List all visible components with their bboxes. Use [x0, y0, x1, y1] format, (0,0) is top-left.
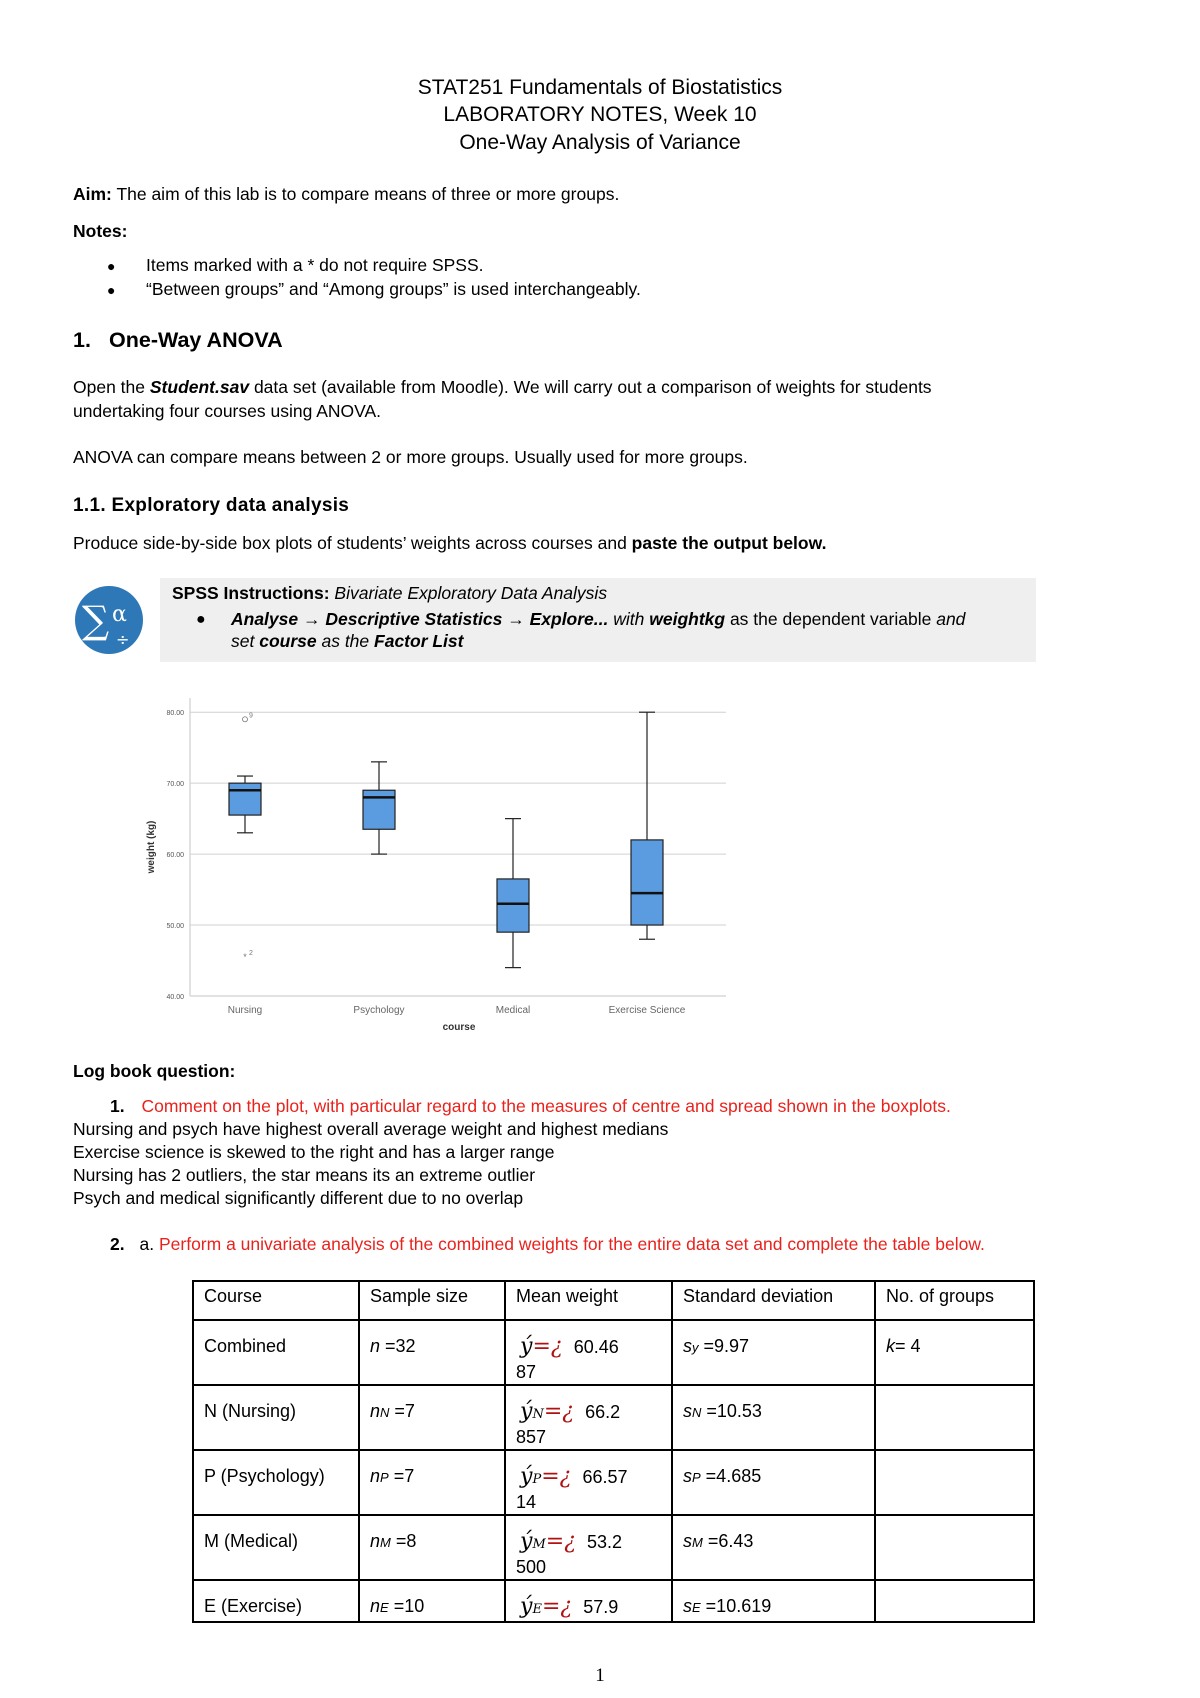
- table-header-cell: No. of groups: [875, 1281, 1034, 1320]
- table-row: [193, 1320, 1034, 1385]
- n-value: =7: [389, 1401, 415, 1421]
- variable-name: course: [259, 631, 317, 651]
- x-tick-label: Medical: [495, 1005, 531, 1016]
- groups-cell: [875, 1515, 1034, 1580]
- mean-value-continued: 857: [516, 1427, 547, 1447]
- sd-subscript: N: [692, 1405, 702, 1420]
- sd-cell: [672, 1320, 875, 1385]
- mean-glyph: ¿: [562, 1399, 575, 1424]
- mean-equals: =: [543, 1399, 563, 1424]
- box-medical: [497, 879, 529, 932]
- mean-letter: ý: [520, 1594, 533, 1619]
- spss-step-line: [231, 631, 463, 652]
- sd-symbol: s: [683, 1531, 692, 1551]
- aim-label: Aim:: [73, 184, 112, 204]
- box-nursing: [229, 783, 261, 815]
- lab-notes-title: LABORATORY NOTES, Week 10: [443, 103, 757, 126]
- sd-cell: [672, 1385, 875, 1450]
- mean-cell: [505, 1580, 672, 1622]
- table-header-cell: Mean weight: [505, 1281, 672, 1320]
- aim-line: [73, 184, 619, 205]
- n-value: =32: [380, 1336, 416, 1356]
- answer-line: Nursing has 2 outliers, the star means its an extreme outlier: [73, 1165, 536, 1185]
- outlier-label: 9: [249, 712, 253, 720]
- answer-line: Psych and medical significantly different due to no overlap: [73, 1188, 524, 1208]
- n-symbol: n: [370, 1531, 381, 1551]
- answer-line: Exercise science is skewed to the right and has a larger range: [73, 1142, 555, 1162]
- x-tick-label: Exercise Science: [608, 1005, 686, 1016]
- sd-symbol: s: [683, 1596, 692, 1616]
- text-fragment: with: [608, 609, 650, 629]
- question-line: [110, 1096, 951, 1117]
- question-text: Comment on the plot, with particular regard to the measures of centre and spread shown in the boxplots.: [141, 1096, 951, 1116]
- y-tick-label: 60.00: [166, 852, 184, 860]
- sample-size-cell: [359, 1385, 505, 1450]
- n-symbol: n: [370, 1466, 381, 1486]
- mean-value: 66.57: [582, 1467, 628, 1487]
- n-subscript: N: [380, 1405, 390, 1420]
- sd-subscript: E: [692, 1600, 701, 1615]
- sd-subscript: y: [692, 1340, 699, 1355]
- mean-value-continued: 500: [516, 1557, 547, 1577]
- outlier-label: 2: [249, 949, 253, 957]
- aim-text: The aim of this lab is to compare means of three or more groups.: [116, 184, 620, 204]
- sd-cell: [672, 1515, 875, 1580]
- k-value: = 4: [895, 1336, 921, 1356]
- mean-symbol: [520, 1464, 571, 1489]
- variable-name: weightkg: [649, 609, 726, 629]
- x-tick-label: Nursing: [227, 1005, 263, 1016]
- sd-value: =10.53: [701, 1401, 762, 1421]
- table-header-cell: Standard deviation: [672, 1281, 875, 1320]
- table-row: [193, 1385, 1034, 1450]
- table-header-cell: Sample size: [359, 1281, 505, 1320]
- mean-symbol: [520, 1529, 576, 1554]
- course-name: P (Psychology): [204, 1466, 325, 1486]
- n-value: =7: [388, 1466, 415, 1486]
- mean-glyph: ¿: [560, 1594, 573, 1619]
- spss-title-line: [172, 583, 607, 604]
- mean-symbol: [520, 1334, 563, 1359]
- sd-value: =4.685: [700, 1466, 762, 1486]
- mean-value: 66.2: [585, 1402, 621, 1422]
- course-cell: [193, 1385, 359, 1450]
- mean-cell: [505, 1515, 672, 1580]
- spss-subtitle: Bivariate Exploratory Data Analysis: [334, 583, 608, 603]
- course-name: M (Medical): [204, 1531, 299, 1551]
- question-part: a.: [139, 1234, 155, 1254]
- mean-symbol: [520, 1399, 574, 1424]
- paragraph-line: undertaking four courses using ANOVA.: [73, 401, 382, 421]
- mean-subscript: M: [532, 1537, 546, 1552]
- bullet-icon: ●: [107, 258, 116, 274]
- course-cell: [193, 1450, 359, 1515]
- n-symbol: n: [370, 1401, 381, 1421]
- bullet-icon: ●: [107, 282, 116, 298]
- factor-list-label: Factor List: [374, 631, 464, 651]
- paragraph-line: [73, 377, 932, 398]
- sd-symbol: s: [683, 1466, 692, 1486]
- mean-glyph: ¿: [564, 1529, 576, 1554]
- mean-cell: [505, 1450, 672, 1515]
- mean-glyph: ¿: [559, 1464, 572, 1489]
- section-title: One-Way ANOVA: [109, 328, 283, 352]
- mean-subscript: E: [532, 1602, 542, 1617]
- subsection-heading: 1.1. Exploratory data analysis: [73, 495, 350, 516]
- spss-label: SPSS Instructions:: [172, 583, 330, 603]
- sigma-glyph: ∑: [82, 598, 110, 642]
- groups-cell: [875, 1320, 1034, 1385]
- sample-size-cell: [359, 1450, 505, 1515]
- file-name: Student.sav: [149, 377, 250, 397]
- mean-equals: =: [545, 1529, 565, 1554]
- table-header-row: [193, 1281, 1034, 1320]
- n-symbol: n: [370, 1336, 381, 1356]
- text-fragment: Produce side-by-side box plots of students’ weights across courses and: [73, 533, 632, 553]
- mean-symbol: [520, 1594, 572, 1619]
- sd-value: =9.97: [698, 1336, 750, 1356]
- text-fragment: paste the output below.: [631, 533, 827, 553]
- course-name: N (Nursing): [204, 1401, 297, 1421]
- sd-cell: [672, 1580, 875, 1622]
- course-title: STAT251 Fundamentals of Biostatistics: [417, 76, 783, 99]
- mean-equals: =: [541, 1464, 560, 1489]
- n-symbol: n: [370, 1596, 381, 1616]
- table-header-cell: Course: [193, 1281, 359, 1320]
- y-axis-title: weight (kg): [146, 820, 157, 874]
- mean-letter: ý: [520, 1529, 533, 1554]
- box-exercise-science: [631, 840, 663, 925]
- question-number: 1.: [110, 1096, 125, 1116]
- n-value: =10: [388, 1596, 425, 1616]
- logbook-label: Log book question:: [73, 1061, 236, 1081]
- mean-letter: ý: [520, 1399, 533, 1424]
- mean-value: 53.2: [587, 1532, 623, 1552]
- notes-label: Notes:: [73, 221, 128, 241]
- table-row: [193, 1580, 1034, 1622]
- n-subscript: E: [380, 1600, 389, 1615]
- weight-boxplot-chart: [140, 690, 740, 1042]
- note-item: Items marked with a * do not require SPSS.: [146, 255, 484, 275]
- y-tick-label: 80.00: [166, 710, 184, 718]
- mean-subscript: P: [532, 1472, 542, 1487]
- course-cell: [193, 1515, 359, 1580]
- mean-letter: ý: [520, 1334, 533, 1359]
- extreme-outlier-marker: *: [243, 951, 247, 962]
- sd-value: =10.619: [700, 1596, 772, 1616]
- divide-glyph: ÷: [116, 630, 130, 649]
- instruction-line: [73, 533, 826, 554]
- mean-cell: [505, 1385, 672, 1450]
- menu-path: Analyse → Descriptive Statistics → Explore...: [231, 609, 609, 629]
- mean-letter: ý: [520, 1464, 533, 1489]
- sd-symbol: s: [683, 1401, 692, 1421]
- mean-equals: =: [532, 1334, 551, 1359]
- answer-line: Nursing and psych have highest overall average weight and highest medians: [73, 1119, 669, 1139]
- text-fragment: set: [231, 631, 260, 651]
- groups-cell: [875, 1580, 1034, 1622]
- sd-subscript: P: [692, 1470, 701, 1485]
- sample-size-cell: [359, 1320, 505, 1385]
- y-tick-label: 50.00: [166, 923, 184, 931]
- topic-title: One-Way Analysis of Variance: [459, 131, 741, 154]
- course-name: Combined: [204, 1336, 287, 1356]
- table-row: [193, 1450, 1034, 1515]
- k-symbol: k: [886, 1336, 895, 1356]
- text-fragment: Open the: [73, 377, 150, 397]
- text-fragment: data set (available from Moodle). We will carry out a comparison of weights for students: [249, 377, 932, 397]
- y-tick-label: 40.00: [166, 994, 184, 1001]
- course-cell: [193, 1320, 359, 1385]
- n-value: =8: [390, 1531, 417, 1551]
- text-fragment: as the: [316, 631, 375, 651]
- table-row: [193, 1515, 1034, 1580]
- sample-size-cell: [359, 1580, 505, 1622]
- mean-value: 60.46: [573, 1337, 619, 1357]
- text-fragment: as the dependent variable: [725, 609, 937, 629]
- question-text: Perform a univariate analysis of the combined weights for the entire data set and complete the table below.: [158, 1234, 985, 1254]
- mean-value-continued: 87: [516, 1362, 537, 1382]
- n-subscript: P: [380, 1470, 389, 1485]
- question-line: [110, 1234, 985, 1255]
- sd-symbol: s: [683, 1336, 692, 1356]
- mean-value-continued: 14: [516, 1492, 537, 1512]
- section-heading: [73, 328, 283, 353]
- y-tick-label: 70.00: [166, 781, 184, 789]
- bullet-icon: ●: [196, 611, 206, 628]
- alpha-glyph: α: [112, 602, 127, 627]
- x-tick-label: Psychology: [353, 1005, 405, 1016]
- spss-step-line: [231, 609, 965, 630]
- mean-value: 57.9: [583, 1597, 619, 1617]
- mean-glyph: ¿: [550, 1334, 563, 1359]
- page-number: 1: [595, 1665, 605, 1686]
- groups-cell: [875, 1385, 1034, 1450]
- mean-cell: [505, 1320, 672, 1385]
- sigma-alpha-icon: [74, 585, 144, 655]
- course-name: E (Exercise): [204, 1596, 303, 1616]
- groups-cell: [875, 1450, 1034, 1515]
- note-item: “Between groups” and “Among groups” is used interchangeably.: [146, 279, 641, 299]
- question-number: 2.: [110, 1234, 125, 1254]
- section-number: 1.: [73, 328, 91, 352]
- mean-subscript: N: [532, 1407, 544, 1422]
- paragraph-line: ANOVA can compare means between 2 or more groups. Usually used for more groups.: [73, 447, 748, 467]
- sample-size-cell: [359, 1515, 505, 1580]
- sd-value: =6.43: [702, 1531, 754, 1551]
- x-axis-title: course: [442, 1022, 476, 1033]
- sd-cell: [672, 1450, 875, 1515]
- text-fragment: and: [936, 609, 966, 629]
- group-summary-table: [192, 1280, 1035, 1623]
- n-subscript: M: [380, 1535, 391, 1550]
- course-cell: [193, 1580, 359, 1622]
- outlier-marker: [243, 717, 248, 722]
- sd-subscript: M: [692, 1535, 703, 1550]
- mean-equals: =: [541, 1594, 561, 1619]
